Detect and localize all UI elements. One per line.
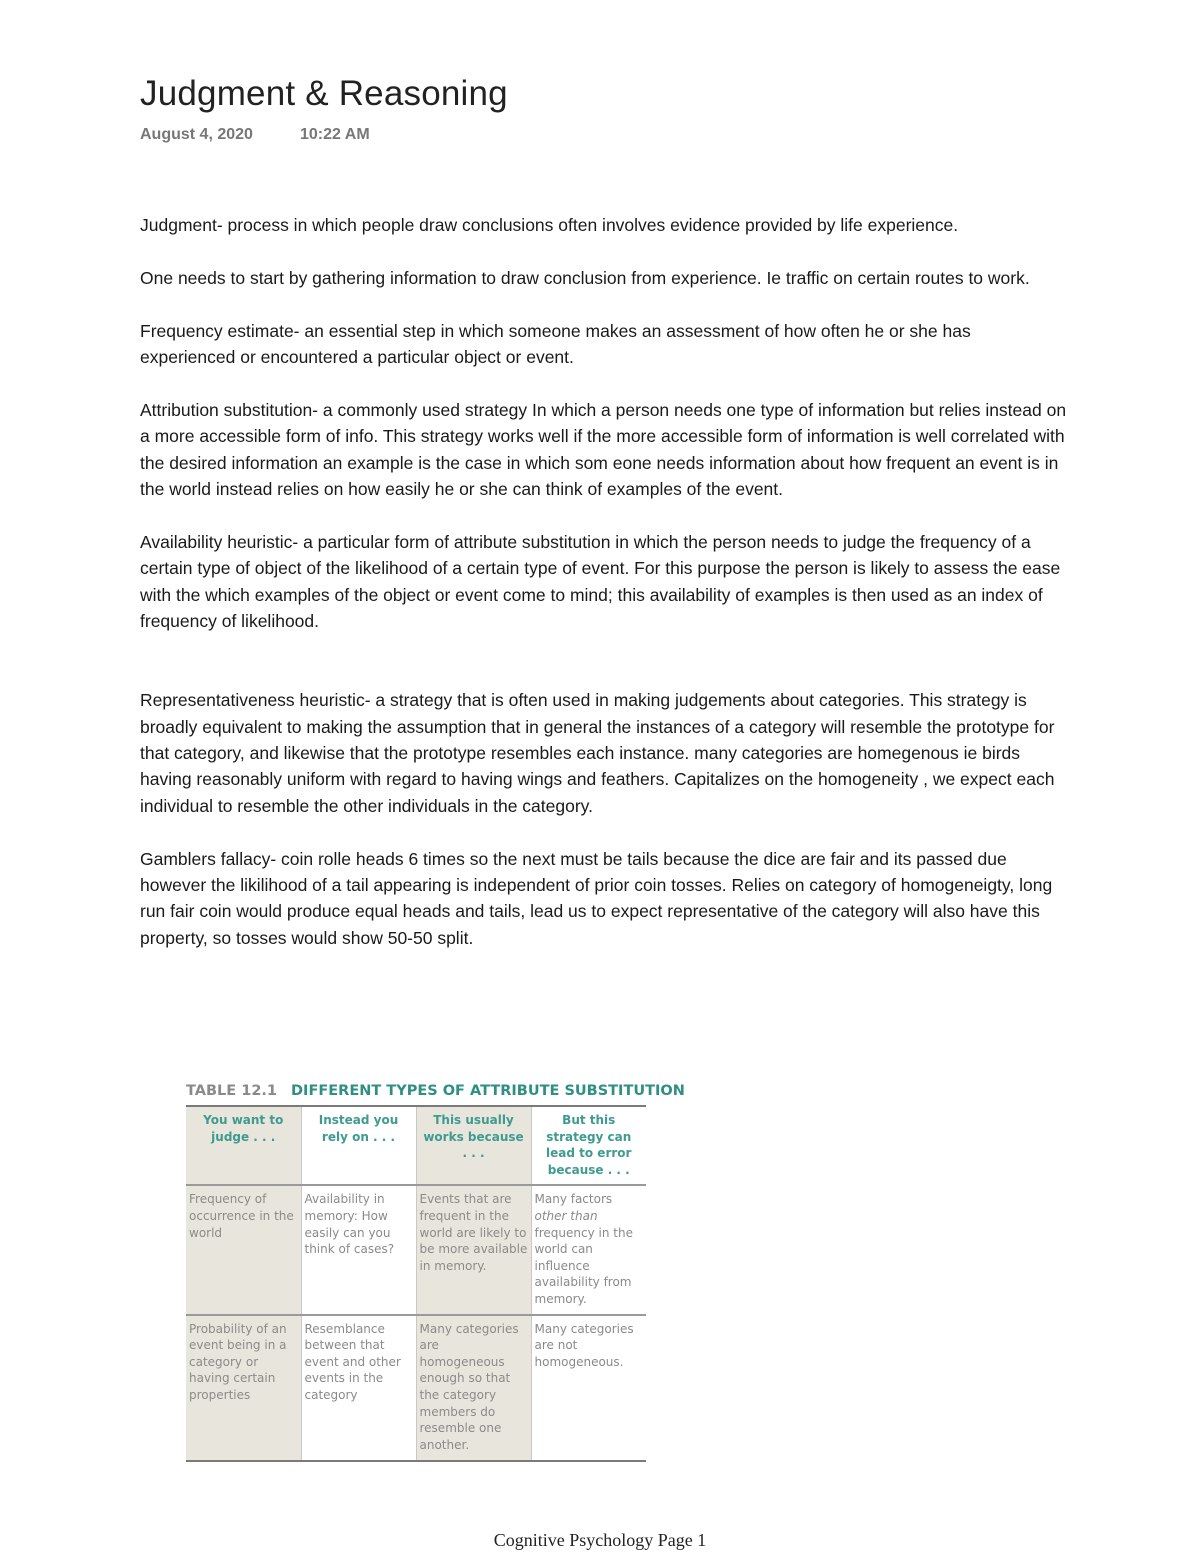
cell-text: Many factors bbox=[534, 1192, 613, 1207]
table-row bbox=[186, 1315, 646, 1461]
table-cell: Many categories are homogeneous enough so that the category members do resemble one another. bbox=[416, 1315, 531, 1461]
paragraph-attribution-substitution: Attribution substitution- a commonly used strategy In which a person needs one type of information but relies instead on a more accessible form of info. This strategy works well if the more accessible form of information is well correlated with the desired information an example is the case in which som eone needs information about how frequent an event is in the world instead relies on how easily he or she can think of examples of the event. bbox=[140, 399, 1067, 500]
note-body bbox=[140, 212, 1070, 978]
cell-text: frequency in the world can influence availability from memory. bbox=[534, 1225, 633, 1306]
note-date: August 4, 2020 bbox=[140, 126, 253, 143]
note-metadata bbox=[140, 126, 370, 144]
table-cell: Many categories are not homogeneous. bbox=[531, 1315, 646, 1461]
table-cell: Probability of an event being in a category or having certain properties bbox=[186, 1315, 301, 1461]
paragraph-frequency-estimate: Frequency estimate- an essential step in which someone makes an assessment of how often he or she has experienced or encountered a particular object or event. bbox=[140, 320, 971, 367]
paragraph-gathering-information: One needs to start by gathering information to draw conclusion from experience. Ie traffic on certain routes to work. bbox=[140, 267, 1030, 288]
paragraph-gamblers-fallacy: Gamblers fallacy- coin rolle heads 6 times so the next must be tails because the dice are fair and its passed due however the likilihood of a tail appearing is independent of prior coin tosses. Relies on category of homogeneigty, long run fair coin would produce equal heads and tails, lead us to expect representative of the category will also have this property, so tosses would show 50-50 split. bbox=[140, 848, 1053, 948]
table-cell: Resemblance between that event and other events in the category bbox=[301, 1315, 416, 1461]
table-header-cell: You want to judge . . . bbox=[186, 1106, 301, 1185]
cell-text-italic: other than bbox=[534, 1208, 598, 1223]
table-row bbox=[186, 1185, 646, 1314]
table-heading bbox=[186, 1083, 685, 1099]
table-header-cell: Instead you rely on . . . bbox=[301, 1106, 416, 1185]
attribute-substitution-table-figure bbox=[186, 1083, 685, 1462]
table-header-row bbox=[186, 1106, 646, 1185]
table-cell: Frequency of occurrence in the world bbox=[186, 1185, 301, 1314]
note-time: 10:22 AM bbox=[300, 126, 370, 143]
table-header-cell: But this strategy can lead to error because . . . bbox=[531, 1106, 646, 1185]
paragraph-representativeness-heuristic: Representativeness heuristic- a strategy that is often used in making judgements about categories. This strategy is broadly equivalent to making the assumption that in general the instances of a category will resemble the prototype for that category, and likewise that the prototype resembles each instance. many categories are homegenous ie birds having reasonably uniform with regard to having wings and feathers. Capitalizes on the homogeneity , we expect each individual to resemble the other individuals in the category. bbox=[140, 690, 1055, 816]
paragraph-judgment: Judgment- process in which people draw conclusions often involves evidence provided by life experience. bbox=[140, 215, 959, 235]
table-cell: Events that are frequent in the world are likely to be more available in memory. bbox=[416, 1185, 531, 1314]
table-caption: DIFFERENT TYPES OF ATTRIBUTE SUBSTITUTION bbox=[291, 1083, 685, 1099]
page-footer: Cognitive Psychology Page 1 bbox=[493, 1530, 707, 1550]
table-cell: Availability in memory: How easily can you think of cases? bbox=[301, 1185, 416, 1314]
table-cell bbox=[531, 1185, 646, 1314]
table-header-cell: This usually works because . . . bbox=[416, 1106, 531, 1185]
attribute-substitution-table bbox=[186, 1105, 646, 1462]
paragraph-availability-heuristic: Availability heuristic- a particular form of attribute substitution in which the person needs to judge the frequency of a certain type of object of the likelihood of a certain type of event. For this purpose the person is likely to assess the ease with the which examples of the object or event come to mind; this availability of examples is then used as an index of frequency of likelihood. bbox=[140, 531, 1061, 632]
page-title: Judgment & Reasoning bbox=[140, 74, 508, 113]
table-number: TABLE 12.1 bbox=[186, 1083, 278, 1099]
